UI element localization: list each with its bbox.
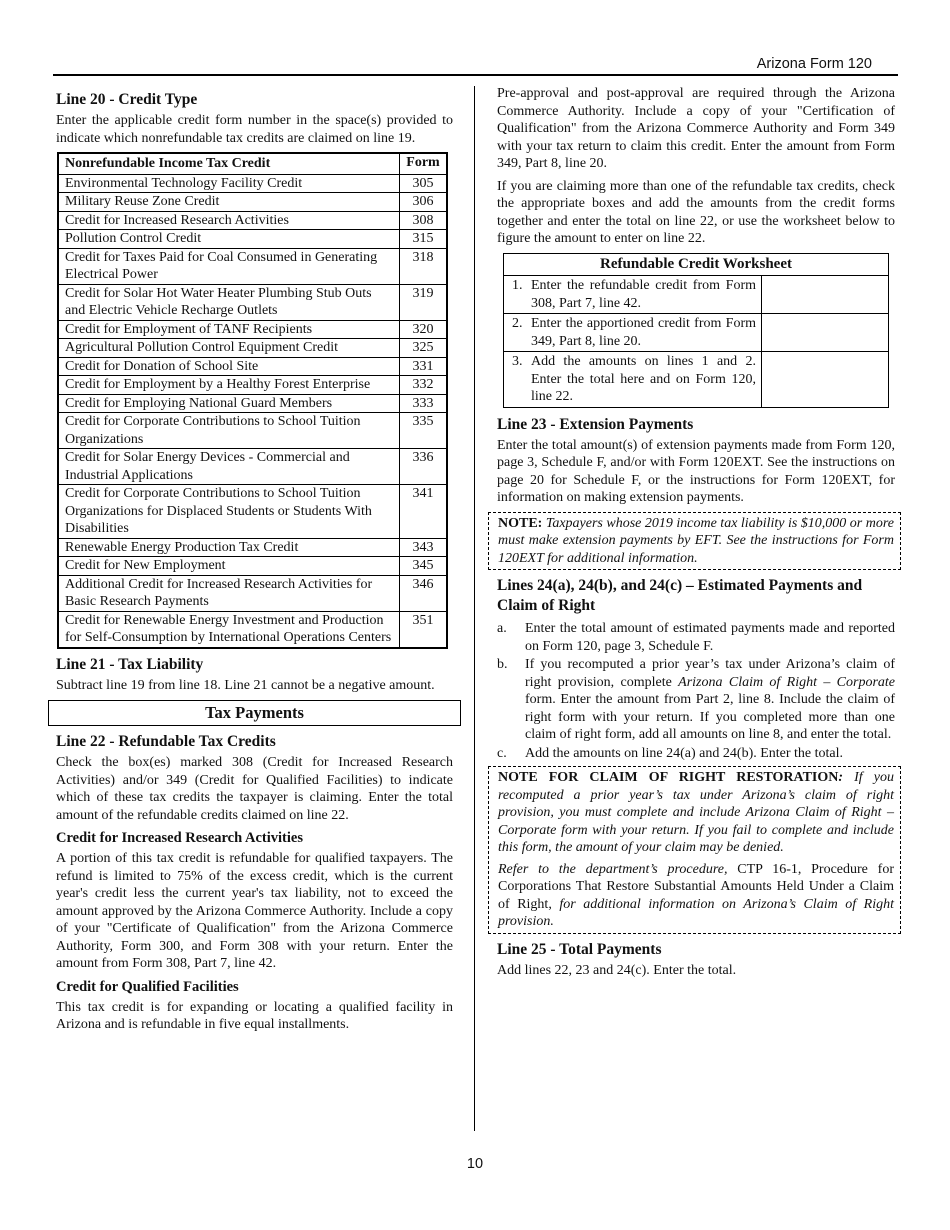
table-row [58, 193, 447, 212]
list-item [497, 620, 895, 655]
worksheet-amount-cell[interactable] [762, 276, 889, 314]
form-number-cell: 345 [400, 557, 448, 576]
form-number-cell: 341 [400, 485, 448, 539]
table-row [58, 320, 447, 339]
credit-name-cell: Credit for Taxes Paid for Coal Consumed in Generating Electrical Power [58, 248, 400, 284]
line24-heading: Lines 24(a), 24(b), and 24(c) – Estimated Payments and Claim of Right [497, 577, 863, 614]
list-item-letter: c. [497, 745, 507, 761]
form-number-cell: 318 [400, 248, 448, 284]
list-item-text-part: If you recomputed a prior year’s tax under Arizona’s claim of right provision, complete [525, 657, 895, 690]
credit-column-header: Nonrefundable Income Tax Credit [58, 153, 400, 174]
line23-text: Enter the total amount(s) of extension payments made from Form 120, page 3, Schedule F, and/or with Form 120EXT. See the instructions on page 20 for Schedule F, or the instructions for Form 120EXT, for information on making extension payments. [497, 437, 895, 505]
line21-text: Subtract line 19 from line 18. Line 21 cannot be a negative amount. [56, 677, 435, 693]
table-row [58, 394, 447, 413]
line25-text: Add lines 22, 23 and 24(c). Enter the total. [497, 962, 737, 978]
list-item [497, 745, 895, 763]
claim-of-right-form-name: Arizona Claim of Right – Corporate [678, 674, 895, 690]
list-item-text: Enter the total amount of estimated payments made and reported on Form 120, page 3, Schedule F. [525, 621, 895, 654]
list-item-text [525, 656, 895, 744]
refundable-credit-worksheet [503, 253, 889, 408]
worksheet-row [504, 352, 889, 408]
table-row [58, 485, 447, 539]
worksheet-row-text: Enter the refundable credit from Form 308, Part 7, line 42. [531, 278, 756, 311]
list-item [497, 656, 895, 744]
line23-heading: Line 23 - Extension Payments [497, 415, 694, 433]
credit-name-cell: Credit for Employing National Guard Members [58, 394, 400, 413]
credit-name-cell: Agricultural Pollution Control Equipment Credit [58, 339, 400, 358]
table-row [58, 575, 447, 611]
form-number-cell: 343 [400, 538, 448, 557]
claim-note-text: If you recomputed a prior year’s tax under Arizona’s claim of right provision, you must complete and include Arizona Claim of Right – Corporate form with your return. If you fail to complete and include this form, the amount of your claim may be denied. [498, 770, 894, 855]
form-number-cell: 335 [400, 413, 448, 449]
worksheet-row-number: 2. [512, 316, 523, 331]
worksheet-title: Refundable Credit Worksheet [504, 253, 889, 276]
list-item-text-part: form. Enter the amount from Part 2, line 8. Include the claim of right form with your return. If you completed more than one claim of right form, add all amounts on line 8, and enter the total. [525, 692, 895, 742]
line20-heading: Line 20 - Credit Type [56, 91, 198, 108]
header-rule [53, 74, 898, 76]
worksheet-row [504, 276, 889, 314]
form-number-cell: 336 [400, 449, 448, 485]
credit-table-body [58, 174, 447, 648]
list-item-text: Add the amounts on line 24(a) and 24(b). Enter the total. [525, 745, 844, 761]
eft-note [488, 512, 901, 571]
credit-name-cell: Pollution Control Credit [58, 230, 400, 249]
table-row [58, 248, 447, 284]
worksheet-row-number: 3. [512, 354, 523, 369]
refer-text-italic: Refer to the department’s procedure, [498, 861, 728, 877]
form-number-cell: 331 [400, 357, 448, 376]
worksheet-amount-cell[interactable] [762, 352, 889, 408]
form-number-cell: 320 [400, 320, 448, 339]
worksheet-amount-cell[interactable] [762, 314, 889, 352]
form-number-cell: 325 [400, 339, 448, 358]
eft-note-label: NOTE: [498, 515, 543, 531]
table-row [58, 230, 447, 249]
table-row [58, 211, 447, 230]
credit-name-cell: Additional Credit for Increased Research Activities for Basic Research Payments [58, 575, 400, 611]
form-number-cell: 308 [400, 211, 448, 230]
right-column [497, 85, 895, 984]
credit-name-cell: Renewable Energy Production Tax Credit [58, 538, 400, 557]
form-number-cell: 333 [400, 394, 448, 413]
form-number-cell: 332 [400, 376, 448, 395]
table-row [58, 611, 447, 648]
table-row [58, 357, 447, 376]
qualified-facilities-text: This tax credit is for expanding or locating a qualified facility in Arizona and is refundable in five equal installments. [56, 999, 453, 1032]
line25-heading: Line 25 - Total Payments [497, 940, 662, 958]
table-row [58, 339, 447, 358]
worksheet-row [504, 314, 889, 352]
form-number-cell: 319 [400, 284, 448, 320]
multiple-credits-text: If you are claiming more than one of the refundable tax credits, check the appropriate boxes and add the amounts from the credit forms together and enter the total on line 22, or use the worksheet below to figure the amount to enter on line 22. [497, 178, 895, 246]
page-number: 10 [466, 1156, 484, 1172]
credit-name-cell: Military Reuse Zone Credit [58, 193, 400, 212]
form-title: Arizona Form 120 [756, 56, 872, 72]
form-number-cell: 305 [400, 174, 448, 193]
credit-name-cell: Credit for Corporate Contributions to School Tuition Organizations [58, 413, 400, 449]
form-column-header: Form [400, 153, 448, 174]
table-row [58, 174, 447, 193]
refer-text-plain: CTP 16-1, Procedure for Corporations That Restore Substantial Amounts Held Under a Claim of Right, [498, 861, 894, 912]
credit-name-cell: Environmental Technology Facility Credit [58, 174, 400, 193]
left-column [56, 90, 453, 1039]
tax-payments-heading: Tax Payments [48, 700, 461, 726]
credit-name-cell: Credit for Corporate Contributions to School Tuition Organizations for Displaced Students or Students With Disabilities [58, 485, 400, 539]
credit-name-cell: Credit for Solar Hot Water Heater Plumbing Stub Outs and Electric Vehicle Recharge Outlets [58, 284, 400, 320]
nonrefundable-credit-table [57, 152, 448, 649]
worksheet-row-text: Add the amounts on lines 1 and 2. Enter the total here and on Form 120, line 22. [531, 354, 756, 404]
form-number-cell: 315 [400, 230, 448, 249]
worksheet-row-text: Enter the apportioned credit from Form 349, Part 8, line 20. [531, 316, 756, 349]
form-number-cell: 306 [400, 193, 448, 212]
table-row [58, 538, 447, 557]
credit-name-cell: Credit for Employment by a Healthy Forest Enterprise [58, 376, 400, 395]
worksheet-row-number: 1. [512, 278, 523, 293]
claim-note-colon: : [838, 770, 844, 785]
table-row [58, 449, 447, 485]
list-item-letter: b. [497, 657, 508, 672]
claim-of-right-note [488, 766, 901, 934]
list-item-letter: a. [497, 621, 507, 636]
refer-text-italic-end: for additional information on Arizona’s Claim of Right provision. [498, 896, 894, 929]
form-number-cell: 351 [400, 611, 448, 648]
line22-heading: Line 22 - Refundable Tax Credits [56, 733, 276, 750]
table-row [58, 284, 447, 320]
qualified-facilities-heading: Credit for Qualified Facilities [56, 978, 239, 995]
line20-intro: Enter the applicable credit form number in the space(s) provided to indicate which nonrefundable tax credits are claimed on line 19. [56, 113, 453, 146]
claim-note-label: NOTE FOR CLAIM OF RIGHT RESTORATION [498, 770, 839, 785]
line24-list [497, 620, 895, 762]
table-row [58, 557, 447, 576]
research-credit-heading: Credit for Increased Research Activities [56, 830, 303, 846]
credit-name-cell: Credit for Employment of TANF Recipients [58, 320, 400, 339]
table-row [58, 413, 447, 449]
eft-note-text: Taxpayers whose 2019 income tax liability is $10,000 or more must make extension payments by EFT. See the instructions for Form 120EXT for additional information. [498, 515, 895, 566]
form-number-cell: 346 [400, 575, 448, 611]
preapproval-text: Pre-approval and post-approval are required through the Arizona Commerce Authority. Include a copy of your "Certification of Qualification" from the Arizona Commerce Authority and Form 349 with your tax return to claim this credit. Enter the amount from Form 349, Part 8, line 20. [497, 86, 895, 171]
table-row [58, 376, 447, 395]
credit-name-cell: Credit for Increased Research Activities [58, 211, 400, 230]
column-divider [474, 86, 475, 1131]
credit-name-cell: Credit for Donation of School Site [58, 357, 400, 376]
line22-text: Check the box(es) marked 308 (Credit for Increased Research Activities) and/or 349 (Credit for Qualified Facilities) to indicate which of these tax credits the taxpayer is claiming. Enter the total amount of the refundable credits claimed on line 22. [56, 755, 453, 823]
line21-heading: Line 21 - Tax Liability [56, 655, 204, 673]
research-credit-text: A portion of this tax credit is refundable for qualified taxpayers. The refund is limited to 75% of the excess credit, which is the current year's credit less the current year's tax liability, not to exceed the amount approved by the Arizona Commerce Authority. Include a copy of your "Certificate of Qualification" from the Arizona Commerce Authority, Form 300, and Form 308 with your return. Enter the amount from Form 308, Part 7, line 42. [56, 851, 453, 971]
credit-name-cell: Credit for New Employment [58, 557, 400, 576]
credit-name-cell: Credit for Renewable Energy Investment and Production for Self-Consumption by International Operations Centers [58, 611, 400, 648]
credit-name-cell: Credit for Solar Energy Devices - Commercial and Industrial Applications [58, 449, 400, 485]
